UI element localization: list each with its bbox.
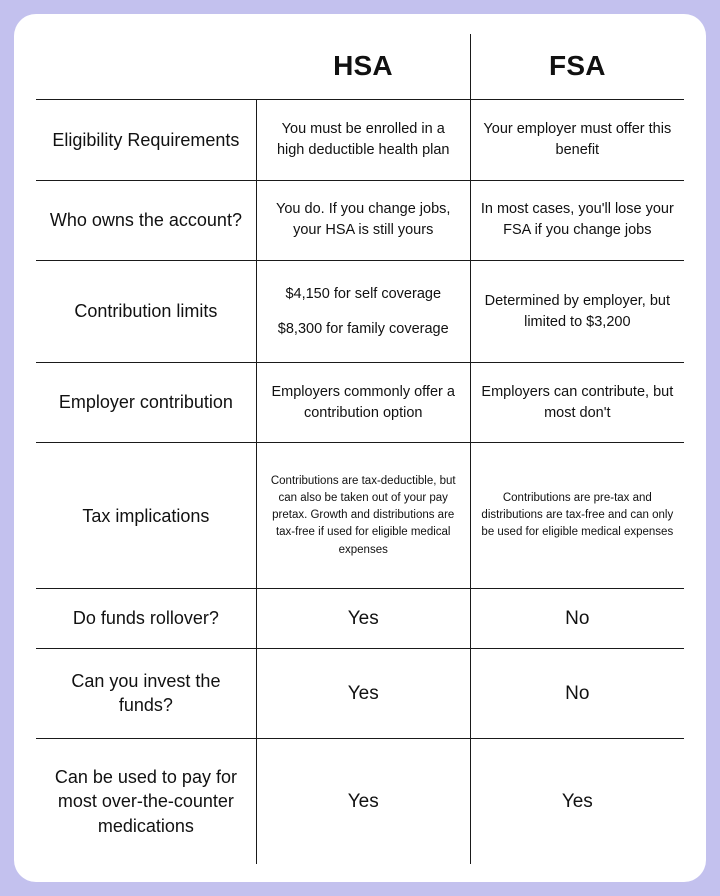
cell-fsa-employer-contribution: Employers can contribute, but most don't	[470, 362, 684, 443]
row-label-funds-rollover: Do funds rollover?	[36, 589, 256, 649]
table-row	[36, 648, 684, 738]
cell-hsa-account-owner: You do. If you change jobs, your HSA is still yours	[256, 180, 470, 261]
table-row	[36, 739, 684, 864]
cell-hsa-tax-implications: Contributions are tax-deductible, but can also be taken out of your pay pretax. Growth and distributions are tax-free if used for eligible medical expenses	[256, 443, 470, 589]
table-row	[36, 261, 684, 362]
cell-fsa-eligibility: Your employer must offer this benefit	[470, 99, 684, 180]
cell-fsa-otc-medications: Yes	[470, 739, 684, 864]
row-label-tax-implications: Tax implications	[36, 443, 256, 589]
row-label-otc-medications: Can be used to pay for most over-the-counter medications	[36, 739, 256, 864]
table-row	[36, 99, 684, 180]
header-label-column	[36, 34, 256, 99]
cell-hsa-otc-medications: Yes	[256, 739, 470, 864]
header-fsa: FSA	[549, 50, 606, 82]
row-label-contribution-limits: Contribution limits	[36, 261, 256, 362]
table-row	[36, 362, 684, 443]
cell-hsa-contribution-limits	[256, 261, 470, 362]
header-hsa: HSA	[256, 34, 470, 99]
cell-hsa-funds-rollover: Yes	[256, 589, 470, 649]
row-label-employer-contribution: Employer contribution	[36, 362, 256, 443]
table-header-row	[36, 34, 684, 99]
contribution-family-coverage: $8,300 for family coverage	[277, 320, 449, 337]
row-label-eligibility: Eligibility Requirements	[36, 99, 256, 180]
comparison-table	[36, 34, 684, 864]
table-row	[36, 180, 684, 261]
cell-fsa-account-owner: In most cases, you'll lose your FSA if you change jobs	[470, 180, 684, 261]
table-row	[36, 443, 684, 589]
cell-hsa-eligibility: You must be enrolled in a high deductible health plan	[256, 99, 470, 180]
contribution-self-coverage: $4,150 for self coverage	[285, 285, 442, 302]
row-label-account-owner: Who owns the account?	[36, 180, 256, 261]
cell-fsa-tax-implications: Contributions are pre-tax and distributions are tax-free and can only be used for eligible medical expenses	[470, 443, 684, 589]
comparison-card	[14, 14, 706, 882]
cell-fsa-contribution-limits: Determined by employer, but limited to $3,200	[470, 261, 684, 362]
cell-fsa-invest-funds: No	[470, 648, 684, 738]
cell-hsa-invest-funds: Yes	[256, 648, 470, 738]
table-row	[36, 589, 684, 649]
row-label-invest-funds: Can you invest the funds?	[36, 648, 256, 738]
cell-fsa-funds-rollover: No	[470, 589, 684, 649]
cell-hsa-employer-contribution: Employers commonly offer a contribution option	[256, 362, 470, 443]
